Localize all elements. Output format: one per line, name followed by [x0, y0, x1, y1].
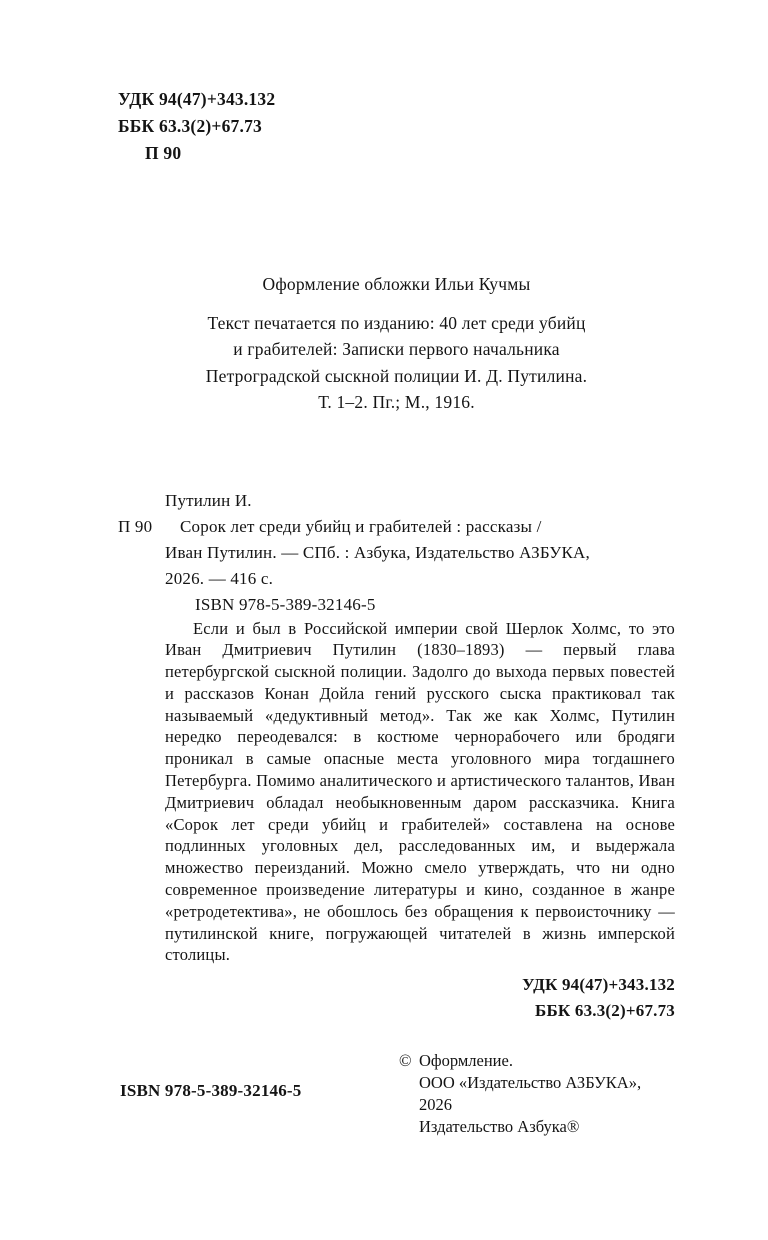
p-code-top: П 90	[145, 143, 182, 163]
catalog-entry-text: Сорок лет среди убийц и грабителей : рассказы /	[180, 516, 542, 536]
source-edition-line: Петроградской сыскной полиции И. Д. Путилина.	[205, 365, 588, 386]
catalog-record	[118, 488, 675, 1025]
copyright-line: Издательство Азбука®	[419, 1117, 580, 1137]
isbn-bottom: ISBN 978-5-389-32146-5	[120, 1081, 302, 1101]
copyright-line	[399, 1050, 675, 1072]
udk-code-top: УДК 94(47)+343.132	[118, 89, 276, 109]
copyright-text: Оформление.	[419, 1051, 513, 1071]
catalog-entry-line: 2026. — 416 с.	[165, 568, 274, 588]
copyright-symbol: ©	[399, 1051, 412, 1071]
catalog-isbn: ISBN 978-5-389-32146-5	[195, 594, 376, 614]
source-edition-line: и грабителей: Записки первого начальника	[233, 339, 560, 359]
book-annotation: Если и был в Российской империи свой Шерлок Холмс, то это Иван Дмитриевич Путилин (1830–1893) — первый глава петербургской сыскной полиции. Задолго до выхода первых повестей и рассказов Конан Дойла гений русского сыска практиковал так называемый «дедуктивный метод». Так же как Холмс, Путилин нередко переодевался: в костюме чернорабочего или бродяги проникал в самые опасные места уголовного мира тогдашнего Петербурга. Помимо аналитического и артистического талантов, Иван Дмитриевич обладал необыкновенным даром рассказчика. Книга «Сорок лет среди убийц и грабителей» составлена на основе подлинных уголовных дел, расследованных им, и выдержала множество переизданий. Можно смело утверждать, что ни одно современное произведение литературы и кино, созданное в жанре «ретродетектива», не обошлось без обращения к первоисточнику — путилинской книге, погружающей читателей в жизнь имперской столицы.	[165, 618, 675, 965]
imprint-center-block	[118, 271, 675, 416]
catalog-entry-line: Иван Путилин. — СПб. : Азбука, Издательство АЗБУКА,	[165, 542, 590, 562]
catalog-author: Путилин И.	[165, 490, 252, 510]
source-edition-line: Т. 1–2. Пг.; М., 1916.	[318, 392, 475, 412]
udk-code-bottom: УДК 94(47)+343.132	[522, 975, 675, 995]
cover-design-credit: Оформление обложки Ильи Кучмы	[262, 274, 531, 294]
copyright-block	[399, 1050, 675, 1138]
bbk-code-bottom: ББК 63.3(2)+67.73	[535, 1001, 675, 1021]
source-edition-line: Текст печатается по изданию: 40 лет среди убийц	[207, 312, 586, 333]
footer-block	[118, 1050, 675, 1138]
bbk-code-top: ББК 63.3(2)+67.73	[118, 116, 262, 136]
bottom-classification-codes	[165, 972, 675, 1024]
catalog-p-code: П 90	[118, 516, 153, 536]
copyright-line: ООО «Издательство АЗБУКА», 2026	[419, 1073, 642, 1115]
top-classification-codes	[118, 86, 675, 167]
catalog-entry-line	[118, 514, 675, 540]
